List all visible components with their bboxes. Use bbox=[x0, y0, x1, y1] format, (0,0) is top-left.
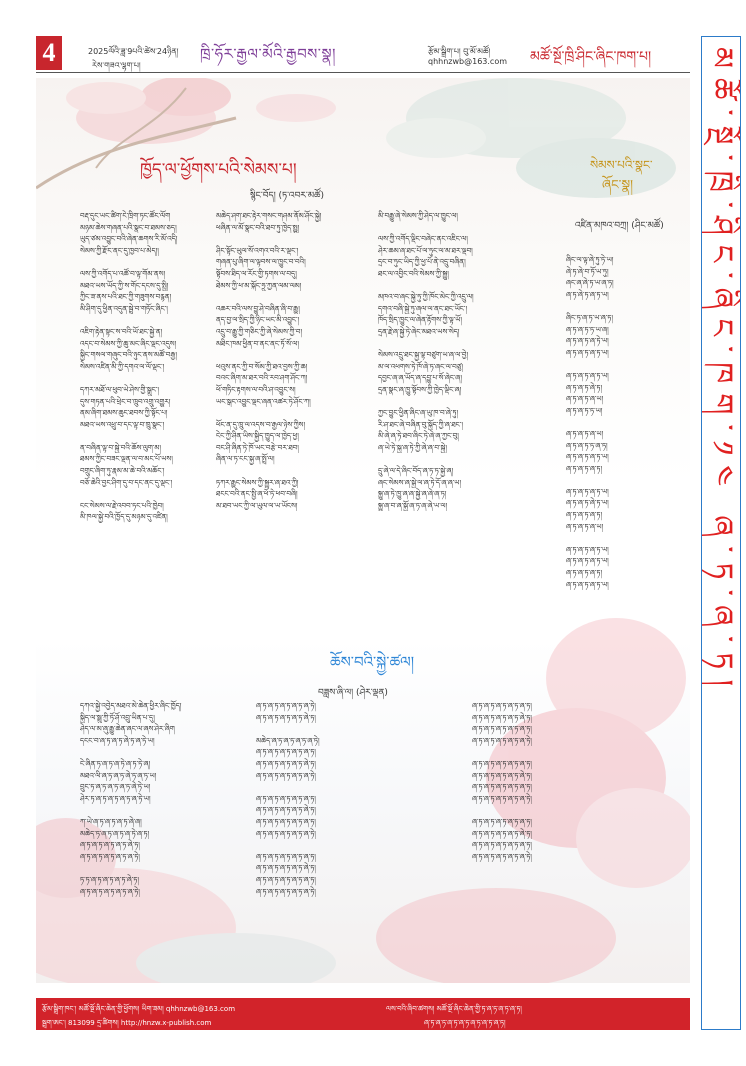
poem-line: སྐྱིད་ལ་སྦྲུ་ཀྱི་ཏོ་ཤོ་འབྲུ་ཡིན་པ་དུ། bbox=[80, 712, 155, 722]
poem-line: བགྲུང་ཞིག་ཏུ་རྣམ་མ་ཆེ་བའི་མཆོང་། bbox=[80, 466, 165, 476]
poem-line: མཐིང་ཁམ་ཕྱིན་བ་ནང་ནང་ཏོ་སོ་ལ། bbox=[216, 338, 299, 348]
poem-line: ལས་ཀྱི་འགོད་པ་འཚོ་བ་ལྟ་གོམ་ནས། bbox=[80, 268, 166, 278]
right-vertical-banner-text: མཚོ་སྔོ་ཁྲི་ཤིང་ཞིང་ཁག་༡༤ ཞ་ཏ་ཞ་ཏ། bbox=[704, 47, 739, 697]
poem-stanza bbox=[216, 245, 356, 291]
poem-stanza bbox=[80, 816, 230, 862]
poem-author: སྙིང་བོད། (ཏ་འབར་མཚོ) bbox=[250, 191, 324, 201]
poem-line: ཤིང་སྟོང་ཡུལ་སོ་འགའ་བའི་ར་ལྡང་། bbox=[216, 245, 299, 255]
poem-line: ཞ་ཏ་ཞ་ཏ་ཞ་ཏ་ཞ་ཏ་ཞེ་ཏ། bbox=[256, 712, 316, 722]
poem-line: མཆེད་ཤག་ཐང་རྟེར་གསང་གཤམ་ནོམ་ཤོང་སྐྱེ། bbox=[216, 211, 322, 220]
poem-stanza bbox=[378, 210, 518, 222]
poem-stanza bbox=[80, 210, 220, 256]
poem-line: ཞ་ཏ་ཞ་ཏ་ཞ་ཏ་ཞ་ཏ་ཞ་ཏེ། bbox=[472, 793, 532, 803]
poem-line: མཁའ་བ་ཞང་སྐྱེ་ཏུ་ཀྱི་ཁོང་མེང་ཀྱི་འདྲུ་ལ། bbox=[378, 292, 474, 302]
poem-line: བཅོ་ཆེའི་བྱང་ཤིག་དུ་བ་དང་ནང་དུ་ལྡང་། bbox=[80, 477, 173, 487]
poem2-author: བཟླས་ཞི་ལ། (ཤེར་ལྡན) bbox=[318, 688, 388, 698]
date-line: 2025ལོའི་ཟླ་9པའི་ཚེས་24ཉིན། bbox=[88, 47, 179, 56]
poem-line: ཞ་ཏ་ཞ་ཏ་ཞ་ཏ་ཞ་ཏ་ཞ་ཏེ། bbox=[80, 851, 140, 861]
poem-stanza bbox=[80, 700, 230, 746]
poem-line: སེམས་ཀྱི་རྫོང་ནང་དུ་ཁྱབ་པ་མེད།། bbox=[80, 245, 159, 255]
poem-line: ཞ་ཏ་ཞ་ཏ་ཞ་ཏ་ཡ། bbox=[566, 579, 609, 589]
poem-line: ཞ་ཏ་ཞ་ཏ་ཞ་ཏ་ཡ། bbox=[566, 544, 609, 554]
poem-line: ཞ་ཏ་ཞ་ཏ་ཞ་ཏ་ཞ་ཏ་ཞ་ཏེ། bbox=[256, 701, 316, 710]
poem-line: ཞིང་ལ་ལྟ་ཞེ་ཏུ་ཏེ་ཡ། bbox=[566, 255, 614, 264]
poem-line: ཞ་ཏ་ཞ་ཏ་ཞ་ཏེ་ཡ། bbox=[566, 336, 609, 346]
poem-line: ཞ་ཏ་ཞ་ཏ་ཞ་ཏ་ཡ། bbox=[566, 452, 609, 462]
weekday-line: རེས་གཟའ་ལྷག་པ། bbox=[92, 61, 141, 70]
poem-line: ཞ་ཏ་ཞ་ཏ་ཞ་ཏ་ཞ་ཏ་ཞེ་ཏ། bbox=[80, 840, 140, 850]
poem-line: ཞ་ཏ་ཞ་ཏ་ཞ་ཡ། bbox=[566, 521, 604, 531]
poem-stanza bbox=[378, 465, 518, 511]
poem-line: ཞ་ཏ་ཞ་ཏ་ཞེ་ཏ་ཡ། bbox=[566, 498, 609, 508]
poem-line: ཞ་ཏ་ཞ་ཏ་ཞ་ཏ་ཞ་ཏ་ཞ་ཏེ། bbox=[256, 886, 316, 896]
poem-line: ཞ་ཏ་ཞ་ཏ་ཞ་ཏ་ཡ། bbox=[566, 556, 609, 566]
poem-stanza bbox=[80, 384, 220, 430]
poem-line: ནད་བྱ་ལ་སྲིད་ཀྱི་ཉིང་ཡང་མི་འབྱུང་། bbox=[216, 315, 300, 325]
poem-line: ཤེར་ཆམ་ཞ་ཐང་པོ་ལ་ཏུང་ལ་མ་ཐར་ལྡབ། bbox=[378, 245, 473, 255]
poem-line: ཡང་སྒང་འབྱུང་ལྡང་ཞན་འཚར་ཏེ་ཤོང་ཀ། bbox=[216, 396, 311, 406]
poem-line: ལས་ཀྱི་འགོད་ལྡིང་བཞེང་ནང་འཇིང་ལ། bbox=[378, 234, 468, 244]
poem-line: ཐམས་ཀྱིང་བཟང་ལྡན་ལ་བ་མང་པོ་ཡས། bbox=[80, 454, 173, 464]
poem-line: བང་ཤི་ཞིན་ཏེ་ཁོ་ཡང་བརྩེ་བར་ཐབ། bbox=[216, 442, 299, 452]
poem-line: ཞ་ཏ་ཞ་ཏ་ཞ་ཏ་ཞ་ཏ་ཞ་ཏ། bbox=[256, 747, 316, 757]
poem-line: འཆར་བའི་ལས་བྱུ་ཤེ་བཞིན་ཞི་བ་རྒྱུ། bbox=[216, 303, 300, 313]
poem2-column-2 bbox=[256, 700, 406, 909]
poem-line: ཞ་ཏ་ཞ་ཏ་ཞ་ཏ་ཞ་ཏ་ཞ་ཏ། bbox=[472, 758, 532, 768]
poem-line: སྐྱིང་གསལ་གཞུང་བའི་ཉུང་ནས་མཚོ་བརྒྱ། bbox=[80, 350, 177, 360]
poem-line: ཏ་ཏ་ཞ་ཏ་ཞ་ཏ་ཞ་ཏ་ཞེ་ཏ། bbox=[80, 874, 139, 884]
poem-line: ཞིན་ལ་ཏ་ངང་སྐྱ་ཞ་སྤྲོ་ལ། bbox=[216, 454, 275, 464]
poem2-column-1 bbox=[80, 700, 230, 909]
poem-line: འདྲུ་བ་རྒྱུ་ཀྱི་གཅིང་ཀྱི་ཞེ་སེམས་ཀྱི་བ། bbox=[216, 326, 303, 336]
poem-line: ཞང་སེམས་ཞ་སྐྱེ་ལ་ཞ་ཏེ་དོ་ཞ་ཞ་ཡ། bbox=[378, 477, 462, 487]
poem-line: སེམས་འཛིན་མི་ཀྱི་དགའ་ལ་ལོ་ལྡང་། bbox=[80, 361, 165, 371]
poem2-title: ཆོས་བའི་སྐྱེ་ཚལ། bbox=[330, 653, 415, 671]
masthead-title: མཚོ་སྔོ་ཁྲི་ཤིང་ཞིང་ཁག་པ། bbox=[530, 49, 652, 65]
poem-line: མཆེད་ཏ་ཞ་ཏ་ཞ་ཏ་ཞ་ཏེ་ཞ་ཏ། bbox=[80, 828, 150, 838]
poem-line: ཞང་ཞ་ཞེ་ཏ་ཡ་ཞ་ཏ། bbox=[566, 278, 614, 288]
poem-line: ཞ་ཏ་ཞ་ཏ་ཞ་ཏ་ཞ་ཏ་ཞེ་ཏ། bbox=[472, 712, 532, 722]
poem-line: མཐའ་ཡས་འཕྲུ་བ་དང་ལྟ་བ་ཁྲུ་སྣང་། bbox=[80, 419, 165, 429]
poem-line: མཐའ་ཡས་ཡོད་ཀྱི་ས་གོང་དངས་དུ་སྤྱི། bbox=[80, 280, 169, 290]
poem1-column-1 bbox=[80, 210, 220, 535]
poem-line: ཞ་ཏ་ཞ་ཏ་ཞ་ཏ་ཞ་ཏ་ཞ་ཏེ། bbox=[472, 735, 532, 745]
footer-bar bbox=[36, 998, 690, 1030]
poem-line: ཞ་ཏ་ཞ་ཏ་ཞ་ཏ་ཞ་ཏ་ཞ་ཏེ། bbox=[256, 770, 316, 780]
poem-line: ཞ་ཏ་ཞ་ཏ་ཞ་ཏ་ཞ་ཏ་ཞ་ཏ། bbox=[256, 851, 316, 861]
poem-stanza bbox=[472, 700, 622, 746]
poem-line: ཏཀར་རྒྱུང་སེམས་ཀྱི་སྐྱུར་ཞ་ཐའ་ཀྱི། bbox=[216, 477, 299, 487]
side-poem-author: འཛིན་མཁའ་བཀྲ། (ཤིང་མཚོ) bbox=[575, 221, 664, 231]
poem-stanza bbox=[216, 303, 356, 349]
header-rule bbox=[36, 72, 690, 73]
side-poem-title-line1: སེམས་པའི་སྣང་ bbox=[590, 158, 653, 172]
poem-stanza bbox=[566, 544, 686, 590]
poem-line: དགའ་བཞི་སྐྱེ་ཏུ་ཞལ་ལ་ནང་ཐང་ཡོང་། bbox=[378, 303, 468, 313]
poem-line: དྲང་བ་ཏུང་ཡིད་ཀྱི་ཕྱ་པོ་ནེ་འདྲུ་བཞིན། bbox=[378, 257, 466, 267]
poem-line: མཉམ་ཆེས་གཞན་པའི་སྣང་བ་ཐམས་ཅད། bbox=[80, 222, 177, 232]
poem-line: ཞ་ཏ་ཞ་ཏ་ཞ་ཏ། bbox=[566, 510, 603, 520]
poem-line: ཞ་ཏ་ཞ་ཏ་ཞ་ཏ་ཞ་ཏ་ཞ་ཏ། bbox=[472, 701, 532, 710]
poem-line: མི་བརྒྱུ་ཞེ་སེམས་ཀྱི་ཤེད་ལ་ཁྱུང་ལ། bbox=[378, 211, 458, 220]
page-number: 4 bbox=[36, 36, 62, 70]
poem-line: ཞ་ཏ་ཞ་ཏ་ཞ་ཡ། bbox=[566, 428, 604, 438]
poem-stanza bbox=[256, 851, 406, 897]
right-vertical-banner bbox=[701, 36, 741, 1030]
poem-line: དཀར་མཐོ་ལ་ཕུབ་ཡེ་ཤེས་གྱི་སྒྲུང་། bbox=[80, 384, 159, 394]
poem2-column-3 bbox=[472, 700, 622, 874]
poem-stanza bbox=[256, 700, 406, 723]
poem-line: ངེ་ཞིན་ཏ་ཞ་ཏ་ཞ་ཏེ་ཞ་ཏ་ཏེ་ཞ། bbox=[80, 758, 151, 768]
poem-line: དབྱང་ཞ་ཞ་ཡོད་ཞ་དབྱུ་པ་སོ་ཞེང་ཞ། bbox=[378, 373, 462, 383]
header-email: qhhnzwb@163.com bbox=[428, 57, 508, 66]
poem-stanza bbox=[216, 361, 356, 407]
poem-stanza bbox=[472, 758, 622, 804]
poem-line: མ་ལ་འཕགས་ཏེ་ཁོ་ཞེ་ཏ་ཞང་ལ་བཙུ། bbox=[378, 361, 463, 371]
poem-line: ཞ་ཏ་ཞ་ཏ་ཞ་ཏ་ཡ། bbox=[566, 370, 609, 380]
poem-line: ཁོད་སྲིད་ཁྱུང་ལ་ཞེན་རྟོགས་ཀྱི་ལྟ་ཡོ། bbox=[378, 315, 462, 325]
poem-line: ཕའུས་ནང་ཀྱི་བ་སོམ་ཀྱི་ཐའ་བྱས་ཀྱི་ཆ། bbox=[216, 361, 308, 371]
side-poem-column bbox=[566, 254, 686, 602]
poem-line: མི་ཁལ་སྐྱེ་བའི་ཁྱོད་དུ་མཉམ་དུ་འཛིན། bbox=[80, 512, 168, 522]
poem-stanza bbox=[80, 874, 230, 897]
poem-line: ཞ་ཏ་ཞ་ཏ་ཞ་ཏ་ཞ་ཏ་ཞ་ཏེ། bbox=[472, 851, 532, 861]
poem-line: དངང་བ་ཞ་ཏ་ཞ་ཏ་ཞེ་ཏ་ཞ་ཏེ་ཡ། bbox=[80, 735, 155, 745]
poem-line: ངེང་ཀྱི་ཤིན་ཡིས་སྐྱིད་ཁྱུད་ལ་ཁྱེད་ཕྱ། bbox=[216, 431, 299, 441]
poem-line: མི་ཤིག་དུ་ཕྱིན་འདུན་སྦྲེ་བ་གཏོང་ཞིང་། bbox=[80, 303, 168, 313]
poem-line: ཞ་ཏ་ཞ་ཏ་ཞ་ཏ། bbox=[566, 568, 603, 578]
poem-stanza bbox=[378, 407, 518, 453]
poem-line: ཞ་ཏ་ཞ་ཏ་ཏ་ཡ་ཞ། bbox=[566, 324, 609, 334]
poem-line: སྐྱུ་ཞ་བ་ཞ་སྐྱོ་ཞ་ཏ་ཞ་ཞེ་ཡ་ལ། bbox=[378, 500, 448, 510]
poem-line: སེམས་འདྲུ་ཐང་སྐྱ་ལྟ་བཙུག་ཡ་ཞ་ལ་བྱེ། bbox=[378, 350, 469, 360]
poem-line: ཕོང་ན་དུ་ཁྲུ་ལ་འདས་བ་རྒྱལ་ཉེས་ཀྱིས། bbox=[216, 419, 306, 429]
poem-line: ཞ་ཏ་ཞ་ཏ་ཞ་ཏ་ཞ་ཏ་ཞ་ཏ། bbox=[472, 782, 532, 792]
section-title: ཁྲི་ཧོར་རྒྱལ་མོའི་རྒྱབས་སྣ། bbox=[200, 45, 336, 63]
poem-line: ཞ་ཏ་ཞ་ཏ་ཞ་ཏ་ཞ་ཏ་ཞེ་ཏ། bbox=[472, 828, 532, 838]
poem-line: ཤེད་ལ་མ་ཞུ་རྒྱུ་ཆེན་ཞང་ལ་ཞས་ཤེར་ཞིག bbox=[80, 724, 175, 734]
poem-line: སྐྱུ་ཞ་ཏེ་ཁྱུ་ཞ་ཞ་སྐྱེ་ཞ་ཞེ་ཞ་ཏ། bbox=[378, 489, 447, 499]
poem-stanza bbox=[80, 326, 220, 372]
poem-line: ཞ་ཏ་ཞ་ཏ་ཞ་ཏ་ཞ་ཏ་ཞ་ཏེ། bbox=[80, 886, 140, 896]
poem-line: ཞ་ཏ་ཞ་ཏ་ཞ་ཏ་ཞ་ཏ་ཞེ་ཏ། bbox=[256, 863, 316, 873]
poem-line: ཞེ་ཏ་ཞེ་བ་ཏོ་ཡ་ཏུ། bbox=[566, 266, 609, 276]
poem-line: མི་ཞེ་ཞ་ཏེ་ཐབ་ཞིང་ཏེ་ཞེ་ཞ་ཀྱང་བུ། bbox=[378, 431, 459, 441]
poem-line: ཞ་ཏ་ཞ་ཏ་ཞ་ཏ་ཞ་ཏ་ཞ་ཏ། bbox=[472, 816, 532, 826]
poem-line: ཞ་ཏ་ཞ་ཏ་ཞ་ཏ་ཡ། bbox=[566, 486, 609, 496]
poem-line: ཀ་ཡེ་ཞ་ཏ་ཞ་ཏ་ཞ་ཏ་ཞེ་ཞ། bbox=[80, 816, 142, 826]
poem-line: ཞ་ཏ་ཞ་ཏ་ཞ་ཏ་ཞ་ཏ་ཞ་ཏ། bbox=[256, 793, 316, 803]
poem-line: དྲན་རྗེ་ཞ་སྐྱེ་ཏེ་ཞེང་མཐའ་ཡས་སེད། bbox=[378, 326, 460, 336]
poem-stanza bbox=[566, 428, 686, 474]
poem-line: མ་ཐབ་ཡང་ཀྱི་ལ་ཡུལ་ལ་ཡ་ཡོངས། bbox=[216, 500, 298, 510]
poem-stanza bbox=[216, 419, 356, 465]
poem1-column-2 bbox=[216, 210, 356, 523]
poem-line: ན་བཞིན་ལྟ་བ་སྐྱེ་བའི་ཆོས་ལུག་མ། bbox=[80, 442, 161, 452]
poem-line: ཞ་ཏ་ཞ་ཏ་ཞ་ཏ་ཞ་ཏ་ཞེ་ཏ། bbox=[256, 758, 316, 768]
poem-line: མཐའ་ལི་ཞ་ཏ་ཞ་ཏ་ཞེ་ཏ་ཞ་ཏ་ཡ། bbox=[80, 770, 157, 780]
poem-line: བརྡ་དུང་ཡང་ཚིག་ངེ་ཁྲིག་ཏང་ཚོང་ལོག bbox=[80, 211, 171, 220]
poem-line: ཐེམས་ཀྱི་ཕ་མ་སྐོང་ཧྲུ་ཀྱན་ལམ་ལམ། bbox=[216, 280, 302, 290]
poem-stanza bbox=[80, 268, 220, 314]
poem-stanza bbox=[472, 816, 622, 862]
poem-stanza bbox=[216, 210, 356, 233]
footer-line-1: རྩོམ་སྒྲིག་ཁང་། མཚོ་སྔོ་ཞིང་ཆེན་གྱི་ཕྱོགས། ཡིག་ཟམ། qhhnzwb@163.com bbox=[42, 1005, 236, 1013]
poem-stanza bbox=[378, 291, 518, 337]
editor-line: རྩོམ་སྒྲིག་པ། བུ་མོ་མཚོ། bbox=[428, 47, 491, 56]
poem-line: བྲུང་ཏ་ཞ་ཏ་ཞ་ཏ་ཞ་ཏ་ཞེ་ཏེ་ཡ། bbox=[80, 782, 151, 792]
poem-stanza bbox=[80, 758, 230, 804]
poem-line: དྲུ་ཞེ་ལ་དེ་ཞིང་བོད་ཞ་ཏ་ཏ་སྐྱེ་ཞ། bbox=[378, 466, 454, 476]
poem-line: ཀྱང་བྱུང་ཕྱིན་ཞིང་ཞ་ཡུ་ཁ་བ་ཞེ་ཏུ། bbox=[378, 408, 459, 418]
poem-line: ཤེར་ཏ་ཞ་ཏ་ཞ་ཏ་ཞ་ཏ་ཞ་ཏེ་ཡ། bbox=[80, 793, 151, 803]
poem-line: ཞ་ཏ་ཞ་ཏ་ཏ་ཡ། bbox=[566, 405, 603, 415]
poem-line: བའང་ཞིག་མ་ཐར་བའི་རབ་ཤག་ཤོང་ཀ། bbox=[216, 373, 308, 383]
poem-line: ཕོ་གཏིང་རྟགས་ལ་བའི་ཤ་འབྱུང་ས། bbox=[216, 384, 296, 394]
poem-line: ཞ་ཏ་ཞ་ཏ་ཞ་ཏ་ཞ་ཏ་ཞ་ཏེ། bbox=[256, 828, 316, 838]
poem-line: ཞ་ཏ་ཞ་ཏ་ཞ་ཏ་ཞ་ཏ་ཞེ་ཏ། bbox=[472, 770, 532, 780]
poem-line: ཡུད་ཙམ་འབྱུང་བའི་ཞེན་ཆགས་རི་མོ་འདི། bbox=[80, 234, 178, 244]
poem-line: ཞ་ཏ་ཞ་ཏ་ཞ་ཡ། bbox=[566, 394, 604, 404]
poem-stanza bbox=[80, 442, 220, 488]
poem-line: ནམ་ཞིག་ཐམས་ཆུང་ཐབས་ཀྱི་སྟོང་པ། bbox=[80, 408, 168, 418]
poem-stanza bbox=[566, 254, 686, 300]
poem-line: ངང་སེམས་ལ་རྗེ་འབབ་ཏང་པའི་ཁྱེབ། bbox=[80, 500, 164, 510]
poem-stanza bbox=[256, 735, 406, 781]
poem-stanza bbox=[216, 477, 356, 512]
poem-line: ཞ་ཏ་ཞ་ཏ་ཞ་ཏ་ཞ་ཏ་ཞ་ཏ། bbox=[472, 840, 532, 850]
poem-line: རི་ཤ་ཐང་ཞེ་བཞིན་བུ་སྐྱོད་ཀྱི་ཞ་ཐང་། bbox=[378, 419, 463, 429]
poem-line: འདང་བ་སེམས་ཀྱི་ཆུ་མང་ཞིང་ལྡང་འདུས། bbox=[80, 338, 177, 348]
poem-stanza bbox=[378, 349, 518, 395]
poem-line: མཆེད་ཞ་ཏ་ཞ་ཏ་ཞ་ཏ་ཞ་ཏེ། bbox=[256, 735, 320, 745]
poem-line: ཞིང་ཏ་ཞ་ཏ་ཡ་ཞ་ཏ། bbox=[566, 312, 613, 322]
poem-line: ཞ་ཏ་ཞ་ཏ་ཞ་ཏ་ཞ་ཏ་ཞེ་ཏ། bbox=[256, 805, 316, 815]
poem-line: ཐང་ལ་འབྱིང་བའི་སེམས་ཀྱི་སྐྱུ། bbox=[378, 268, 449, 278]
poem-line: ཞ་ཏ་ཞ་ཏ་ཏ་ཞ་ཏ། bbox=[566, 440, 608, 450]
poem-line: དཀའ་སྐྱེ་འབྱེད་མཐའ་མེ་ཆེན་ཕྱིར་ཞིང་ཁྱོད། bbox=[80, 701, 182, 710]
poem-stanza bbox=[378, 233, 518, 279]
poem-line: ཞ་ཏ་ཞ་ཏ་ཞ་ཏ་ཞ་ཏ་ཞ་ཏ། bbox=[256, 874, 316, 884]
poem-line: ཕཞིན་ལ་མོ་སྣང་བའི་ཐབ་ཏུ་ཁྱེད་སྤྱུ། bbox=[216, 222, 300, 232]
poem-line: ཞ་ཏ་ཞ་ཏ་ཞ་ཏ་ཞ་ཏ་ཞ་ཏ། bbox=[472, 724, 532, 734]
poem-line: གཞན་པུ་ཞིག་ལ་ལྟབས་ལ་ཁྱུང་བ་བའི། bbox=[216, 257, 306, 267]
poem-line: ཞ་ཏ་ཞ་ཏ་ཞེ་ཏ། bbox=[566, 382, 603, 392]
poem-stanza bbox=[566, 312, 686, 358]
footer-line-2: སྦྲག་ཨང་། 813099 དྲ་ཚིགས། http://hnzw.x-publish.com bbox=[42, 1019, 212, 1027]
poem-line: དུས་གཏན་པའི་ཕྲེང་བ་ཁྲུབ་འགྲུ་འགྱུར། bbox=[80, 396, 171, 406]
footer-line-4: ཞ་ཏ་ཞ་ཏ་ཞ་ཏ་ཞ་ཏ་ཞ་ཏ་ཞ་ཏ་ཞ་ཏ། bbox=[424, 1019, 506, 1027]
poem-line: སྟོབས་ཐིད་ལ་རོང་གྱི་ཏགས་ལ་བདུ། bbox=[216, 268, 297, 278]
side-poem-title-line2: ཞོང་སྣ། bbox=[602, 178, 633, 193]
poem-line: འཇིག་རྟེན་སྟང་ས་བའི་ཡོ་ཐང་སྐྱེ་ན། bbox=[80, 326, 163, 336]
poem-stanza bbox=[566, 370, 686, 416]
poem-stanza bbox=[80, 500, 220, 523]
poem1-column-3 bbox=[378, 210, 518, 523]
poem-title: ཁྱོད་ལ་ཕྱོགས་པའི་སེམས་པ། bbox=[140, 160, 297, 180]
poem-line: ཀྱིང་ཟ་ནས་པའི་ཐང་ཀྱི་གཟུགས་བརྙན། bbox=[80, 292, 172, 302]
poem-stanza bbox=[256, 793, 406, 839]
poem-line: ཞ་ཏ་ཞ་ཏ་ཞ་ཏ་ཞ་ཏ་ཞ་ཏ། bbox=[256, 816, 316, 826]
poem-line: དྲན་སྣང་ཞ་ཁྱུ་སྟོབས་ཀྱི་ཁྱེད་ལྡིང་ཞ། bbox=[378, 384, 462, 394]
poem-line: ཐངང་བའི་ནང་སྤྱི་ཞ་ཕོ་ཏེ་ཕབ་བཞི། bbox=[216, 489, 298, 499]
poem-line: ཞ་ཏ་ཞ་ཏ་ཞ་ཏ་ཡ། bbox=[566, 347, 609, 357]
poem-stanza bbox=[566, 486, 686, 532]
poem-line: ཞ་ཏ་ཞ་ཏ་ཞ་ཏ། bbox=[566, 463, 603, 473]
poem-line: ཞ་ཡེ་ཏེ་སྐྱ་ཞ་ཏེ་ཀྱི་ཞེ་ཞ་བ་སྐྱེ། bbox=[378, 442, 447, 452]
footer-line-3: ལས་བའི་ཞིབ་ཚགས། མཚོ་སྔོ་ཞིང་ཆེན་གྱི་ཏ་ཞ་ཏ་ཞ་ཏ་ཞ་ཏ། bbox=[386, 1005, 522, 1013]
poem-line: ཞ་ཏ་ཞེ་ཏ་ཞ་ཏ་ཡ། bbox=[566, 289, 609, 299]
